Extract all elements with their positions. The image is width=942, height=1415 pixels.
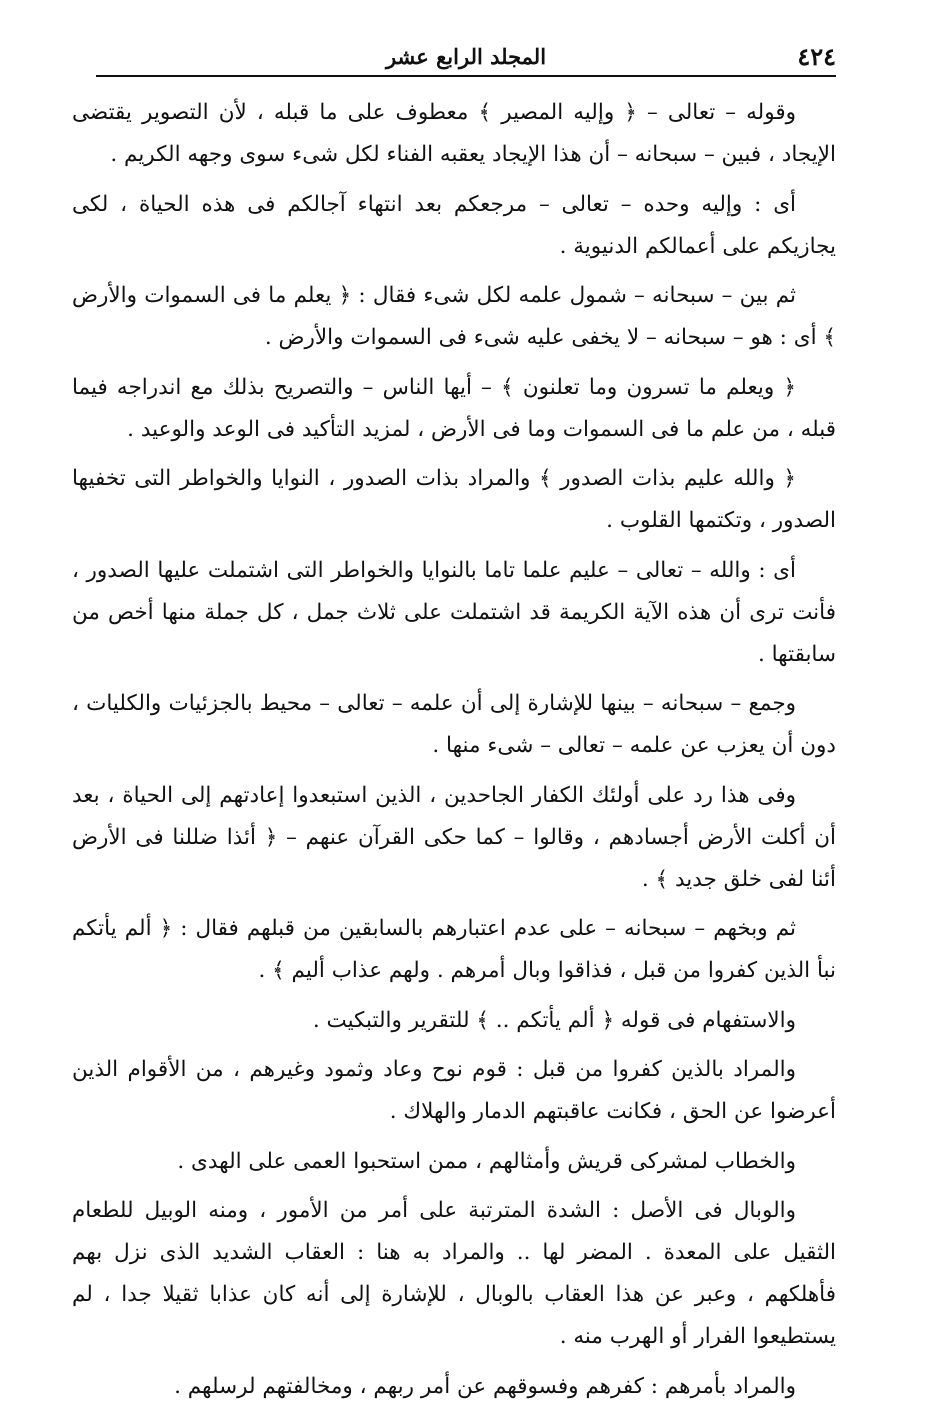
page-number: ٤٢٤ <box>797 42 836 71</box>
paragraph: ﴿ والله عليم بذات الصدور ﴾ والمراد بذات الصدور ، النوايا والخواطر التى تخفيها الصدور ، وتكتمها القلوب . <box>72 466 836 533</box>
paragraph: ﴿ ويعلم ما تسرون وما تعلنون ﴾ – أيها الناس – والتصريح بذلك مع اندراجه فيما قبله ، من علم ما فى السموات وما فى الأرض ، لمزيد التأكيد فى الوعد والوعيد . <box>72 374 836 442</box>
paragraph: والمراد بالذين كفروا من قبل : قوم نوح وعاد وثمود وغيرهم ، من الأقوام الذين أعرضوا عن الحق ، فكانت عاقبتهم الدمار والهلاك . <box>72 1057 836 1124</box>
paragraph: والمراد بأمرهم : كفرهم وفسوقهم عن أمر ربهم ، ومخالفتهم لرسلهم . <box>174 1373 796 1399</box>
paragraph: أى : والله – تعالى – عليم علما تاما بالنوايا والخواطر التى اشتملت عليها الصدور ، فأنت ترى أن هذه الآية الكريمة قد اشتملت على ثلاث جمل ، كل جملة منها أخص من سابقتها . <box>72 557 836 667</box>
paragraph: وقوله – تعالى – ﴿ وإليه المصير ﴾ معطوف على ما قبله ، لأن التصوير يقتضى الإيجاد ، فبين – سبحانه – أن هذا الإيجاد يعقبه الفناء لكل شىء سوى وجهه الكريم . <box>72 100 836 167</box>
page-body <box>72 92 836 1415</box>
paragraph: والخطاب لمشركى قريش وأمثالهم ، ممن استحبوا العمى على الهدى . <box>177 1148 796 1174</box>
paragraph: والوبال فى الأصل : الشدة المترتبة على أمر من الأمور ، ومنه الوبيل للطعام الثقيل على المعدة . المضر لها .. والمراد به هنا : العقاب الشديد الذى نزل بهم فأهلكهم ، وعبر عن هذا العقاب بالوبال ، للإشارة إلى أنه كان عذابا ثقيلا جدا ، لم يستطيعوا الفرار أو الهرب منه . <box>72 1198 836 1349</box>
running-title: المجلد الرابع عشر <box>385 44 547 69</box>
paragraph: والاستفهام فى قوله ﴿ ألم يأتكم .. ﴾ للتقرير والتبكيت . <box>312 1007 796 1033</box>
paragraph: وفى هذا رد على أولئك الكفار الجاحدين ، الذين استبعدوا إعادتهم إلى الحياة ، بعد أن أكلت الأرض أجسادهم ، وقالوا – كما حكى القرآن عنهم – ﴿ أئذا ضللنا فى الأرض أئنا لفى خلق جديد ﴾ . <box>72 782 836 892</box>
paragraph: أى : وإليه وحده – تعالى – مرجعكم بعد انتهاء آجالكم فى هذه الحياة ، لكى يجازيكم على أعمالكم الدنيوية . <box>72 191 836 259</box>
header-rule <box>96 75 836 77</box>
page-header <box>96 40 836 74</box>
paragraph: ثم بين – سبحانه – شمول علمه لكل شىء فقال : ﴿ يعلم ما فى السموات والأرض ﴾ أى : هو – سبحانه – لا يخفى عليه شىء فى السموات والأرض . <box>72 283 836 350</box>
paragraph: وجمع – سبحانه – بينها للإشارة إلى أن علمه – تعالى – محيط بالجزئيات والكليات ، دون أن يعزب عن علمه – تعالى – شىء منها . <box>72 691 836 758</box>
paragraph: ثم وبخهم – سبحانه – على عدم اعتبارهم بالسابقين من قبلهم فقال : ﴿ ألم يأتكم نبأ الذين كفروا من قبل ، فذاقوا وبال أمرهم . ولهم عذاب أليم ﴾ . <box>72 916 836 983</box>
